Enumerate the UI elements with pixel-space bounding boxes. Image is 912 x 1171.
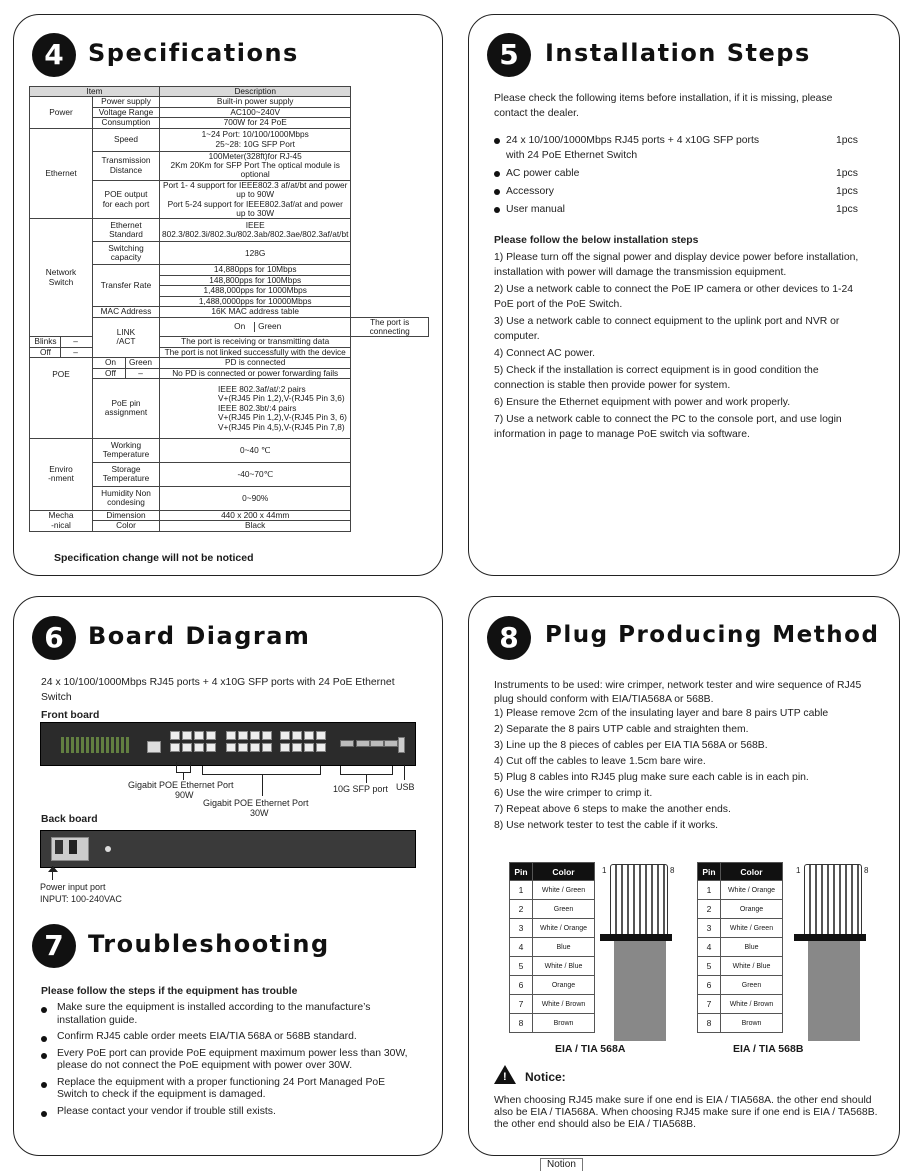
list-item: 7) Use a network cable to connect the PC to the console port, and use login information in page to manage PoE switch via software. (494, 414, 842, 440)
list-item: 1) Please turn off the signal power and display device power before installation, installation with power will damage the transmission equipment. (494, 252, 859, 278)
rj45-port (304, 743, 314, 752)
callout-label: USB (396, 782, 415, 792)
section-number-badge: 4 (32, 33, 76, 77)
install-steps-title: Please follow the below installation steps (494, 235, 699, 246)
board-intro: 24 x 10/100/1000Mbps RJ45 ports + 4 x10G SFP ports with 24 PoE Ethernet Switch (41, 677, 395, 703)
trouble-intro: Please follow the steps if the equipment has trouble (41, 986, 298, 997)
table-row: 1,488,0000pps for 10000Mbps (30, 296, 429, 306)
table-row: Transmission Distance 100Meter(328ft)for RJ-45 2Km 20Km for SFP Port The optical module is optional (30, 151, 429, 180)
table-row: Network Switch Ethernet Standard IEEE 802.3/802.3i/802.3u/802.3ab/802.3ae/802.3af/at/bt (30, 219, 429, 242)
rj45-plug-b (804, 864, 862, 938)
callout-label: Gigabit POE Ethernet Port (203, 798, 309, 808)
t568a-pin-table (509, 862, 595, 1033)
table-row: Transfer Rate 14,880pps for 10Mbps (30, 265, 429, 275)
sfp-port (384, 740, 398, 747)
table-row: Ethernet Speed 1~24 Port: 10/100/1000Mbps 25~28: 10G SFP Port (30, 128, 429, 151)
rj45-port (194, 731, 204, 740)
plug-pin-label: 8 (864, 866, 869, 875)
list-item: 1) Please remove 2cm of the insulating layer and bare 8 pairs UTP cable (494, 708, 829, 719)
callout-line (190, 762, 191, 772)
list-item: 6) Ensure the Ethernet equipment with power and work properly. (494, 397, 791, 408)
rj45-port (170, 743, 180, 752)
list-item: Accessory 1pcs (494, 184, 894, 199)
table-row: 2 Orange (698, 900, 783, 919)
table-row: 6 Orange (510, 976, 595, 995)
rj45-port (238, 731, 248, 740)
install-steps (494, 250, 869, 444)
cable-b (808, 941, 860, 1041)
plug-intro: Instruments to be used: wire crimper, network tester and wire sequence of RJ45 plug should conform with EIA/TIA568A or 568B. (494, 680, 862, 705)
rj45-port (182, 731, 192, 740)
table-row: 4 Blue (698, 938, 783, 957)
specifications-table (29, 86, 429, 532)
notice-title: Notice: (525, 1070, 566, 1084)
rj45-port (226, 731, 236, 740)
warning-icon-mark: ! (503, 1071, 507, 1083)
callout-line (320, 766, 321, 774)
table-row: Humidity Non condesing 0~90% (30, 486, 429, 510)
list-item: 2) Separate the 8 pairs UTP cable and straighten them. (494, 724, 749, 735)
table-row: Enviro -nment Working Temperature 0~40 ℃ (30, 438, 429, 462)
arrow-up-icon (48, 866, 58, 872)
table-row: Storage Temperature -40~70℃ (30, 462, 429, 486)
callout-line (404, 764, 405, 780)
power-input-spec: INPUT: 100-240VAC (40, 894, 122, 904)
section-number-badge: 7 (32, 924, 76, 968)
callout-line (176, 762, 177, 772)
install-intro: Please check the following items before installation, if it is missing, please contact the dealer. (494, 93, 833, 119)
table-row: 6 Green (698, 976, 783, 995)
callout-line (202, 766, 203, 774)
rj45-port (226, 743, 236, 752)
list-item: Please contact your vendor if trouble still exists. (41, 1106, 413, 1119)
table-row: 2 Green (510, 900, 595, 919)
table-row: Off – The port is not linked successfully with the device (30, 347, 429, 357)
console-port (147, 741, 161, 753)
table-row: 8 Brown (510, 1014, 595, 1033)
section-title: Plug Producing Method (545, 622, 880, 648)
table-row: PoE pin assignment IEEE 802.3af/at/:2 pairs V+(RJ45 Pin 1,2),V-(RJ45 Pin 3,6) IEEE 802.3bt/:4 pairs V+(RJ45 Pin 1,2),V-(RJ45 Pin 3, 6) V+(RJ45 Pin 4,5),V-(RJ45 Pin 7,8) (30, 378, 429, 438)
section-number-badge: 5 (487, 33, 531, 77)
plug-clip (600, 934, 672, 941)
table-row: 5 White / Blue (510, 957, 595, 976)
rj45-port (170, 731, 180, 740)
power-input-label: Power input port (40, 882, 106, 892)
plug-pin-label: 1 (796, 866, 801, 875)
table-row: MAC Address 16K MAC address table (30, 307, 429, 317)
rj45-port (238, 743, 248, 752)
table-row: 7 White / Brown (510, 995, 595, 1014)
list-item: 7) Repeat above 6 steps to make the another ends. (494, 804, 731, 815)
table-header-row: Item Description (30, 87, 429, 97)
status-leds (61, 737, 131, 753)
section-title: Troubleshooting (88, 930, 330, 958)
callout-label: 30W (250, 808, 269, 818)
cable-a (614, 941, 666, 1041)
rj45-port (316, 731, 326, 740)
front-board-label: Front board (41, 710, 100, 721)
table-row: Power Power supply Built-in power supply (30, 97, 429, 107)
back-board-image (40, 830, 416, 868)
installation-panel (468, 14, 900, 576)
section-number-badge: 8 (487, 616, 531, 660)
list-item: 24 x 10/100/1000Mbps RJ45 ports + 4 x10G SFP ports 1pcs with 24 PoE Ethernet Switch (494, 133, 894, 163)
rj45-plug-a (610, 864, 668, 938)
list-item: Replace the equipment with a proper functioning 24 Port Managed PoE Switch to check if the equipment is damaged. (41, 1077, 413, 1102)
rj45-port (280, 743, 290, 752)
callout-line (392, 766, 393, 774)
spec-note: Specification change will not be noticed (54, 552, 254, 564)
list-item: 2) Use a network cable to connect the PoE IP camera or other devices to 1-24 PoE port of the PoE Switch. (494, 284, 854, 310)
plug-clip (794, 934, 866, 941)
rj45-port (280, 731, 290, 740)
section-title: Installation Steps (545, 39, 811, 67)
rj45-port (206, 731, 216, 740)
section-title: Board Diagram (88, 622, 311, 650)
specifications-panel (13, 14, 443, 576)
footer-tab[interactable]: Notion (540, 1158, 583, 1171)
rj45-port (262, 731, 272, 740)
table-row: 1,488,000pps for 1000Mbps (30, 286, 429, 296)
section-number-badge: 6 (32, 616, 76, 660)
callout-label: Gigabit POE Ethernet Port (128, 780, 234, 790)
usb-port (398, 737, 405, 753)
list-item: 3) Use a network cable to connect equipment to the uplink port and NVR or computer. (494, 316, 840, 342)
table-row: Color Black (30, 521, 429, 531)
table-row: Consumption 700W for 24 PoE (30, 118, 429, 128)
t568b-pin-table (697, 862, 783, 1033)
t568b-title: EIA / TIA 568B (733, 1043, 804, 1055)
table-row: Voltage Range AC100~240V (30, 107, 429, 117)
rj45-port (182, 743, 192, 752)
rj45-port (304, 731, 314, 740)
callout-line (366, 774, 367, 783)
trouble-list (41, 1002, 413, 1122)
list-item: Make sure the equipment is installed according to the manufacture’s installation guide. (41, 1002, 413, 1027)
list-item: User manual 1pcs (494, 202, 894, 217)
callout-line (340, 766, 341, 774)
table-row: LINK /ACT On Green The port is connecting (30, 317, 429, 337)
table-row: 8 Brown (698, 1014, 783, 1033)
table-row: Blinks – The port is receiving or transmitting data (30, 337, 429, 347)
table-row: 3 White / Orange (510, 919, 595, 938)
table-row: POE On Green PD is connected (30, 358, 429, 368)
sfp-port (356, 740, 370, 747)
rj45-port (250, 731, 260, 740)
callout-label: 90W (175, 790, 194, 800)
rj45-port (262, 743, 272, 752)
table-row: 5 White / Blue (698, 957, 783, 976)
sfp-port (370, 740, 384, 747)
t568a-title: EIA / TIA 568A (555, 1043, 626, 1055)
table-row: 3 White / Green (698, 919, 783, 938)
plug-pin-label: 8 (670, 866, 675, 875)
list-item: 3) Line up the 8 pieces of cables per EIA TIA 568A or 568B. (494, 740, 768, 751)
power-switch (69, 840, 77, 854)
pin-table-header: Pin Color (698, 863, 783, 881)
list-item: 4) Cut off the cables to leave 1.5cm bare wire. (494, 756, 706, 767)
callout-line (183, 772, 184, 780)
rj45-port (292, 731, 302, 740)
rj45-port (316, 743, 326, 752)
list-item: 8) Use network tester to test the cable if it works. (494, 820, 719, 831)
rj45-port (250, 743, 260, 752)
table-row: 1 White / Orange (698, 881, 783, 900)
list-item: 6) Use the wire crimper to crimp it. (494, 788, 653, 799)
ground-screw (105, 846, 111, 852)
table-row: Mecha -nical Dimension 440 x 200 x 44mm (30, 510, 429, 520)
power-switch (55, 840, 63, 854)
section-title: Specifications (88, 39, 299, 67)
list-item: Every PoE port can provide PoE equipment maximum power less than 30W, please do not connect the PoE equipment with power over 30W. (41, 1048, 413, 1073)
board-panel (13, 596, 443, 1156)
table-row: POE output for each port Port 1- 4 support for IEEE802.3 af/at/bt and power up to 90W Port 5-24 support for IEEE802.3af/at and power up to 30W (30, 180, 429, 219)
table-row: 1 White / Green (510, 881, 595, 900)
plug-pin-label: 1 (602, 866, 607, 875)
table-row: Off – No PD is connected or power forwarding fails (30, 368, 429, 378)
rj45-port (206, 743, 216, 752)
list-item: 5) Check if the installation is correct equipment is in good condition the connection is stable then provide power for system. (494, 365, 819, 391)
notice-text: When choosing RJ45 make sure if one end is EIA / TIA568A. the other end should also be EIA / TIA568A. When choosing RJ45 make sure if one end is EIA / TA568B. the other end should also be EIA / TIA568B. (494, 1095, 878, 1130)
callout-line (262, 774, 263, 796)
sfp-port (340, 740, 354, 747)
table-row: 4 Blue (510, 938, 595, 957)
rj45-port (292, 743, 302, 752)
list-item: 4) Connect AC power. (494, 348, 596, 359)
pin-table-header: Pin Color (510, 863, 595, 881)
callout-label: 10G SFP port (333, 784, 388, 794)
table-row: 148,800pps for 100Mbps (30, 275, 429, 285)
rj45-port (194, 743, 204, 752)
list-item: 5) Plug 8 cables into RJ45 plug make sure each cable is in each pin. (494, 772, 809, 783)
back-board-label: Back board (41, 814, 98, 825)
table-row: 7 White / Brown (698, 995, 783, 1014)
list-item: AC power cable 1pcs (494, 166, 894, 181)
package-list (494, 133, 894, 220)
table-row: Switching capacity 128G (30, 242, 429, 265)
plug-steps (494, 707, 889, 835)
list-item: Confirm RJ45 cable order meets EIA/TIA 568A or 568B standard. (41, 1031, 413, 1044)
